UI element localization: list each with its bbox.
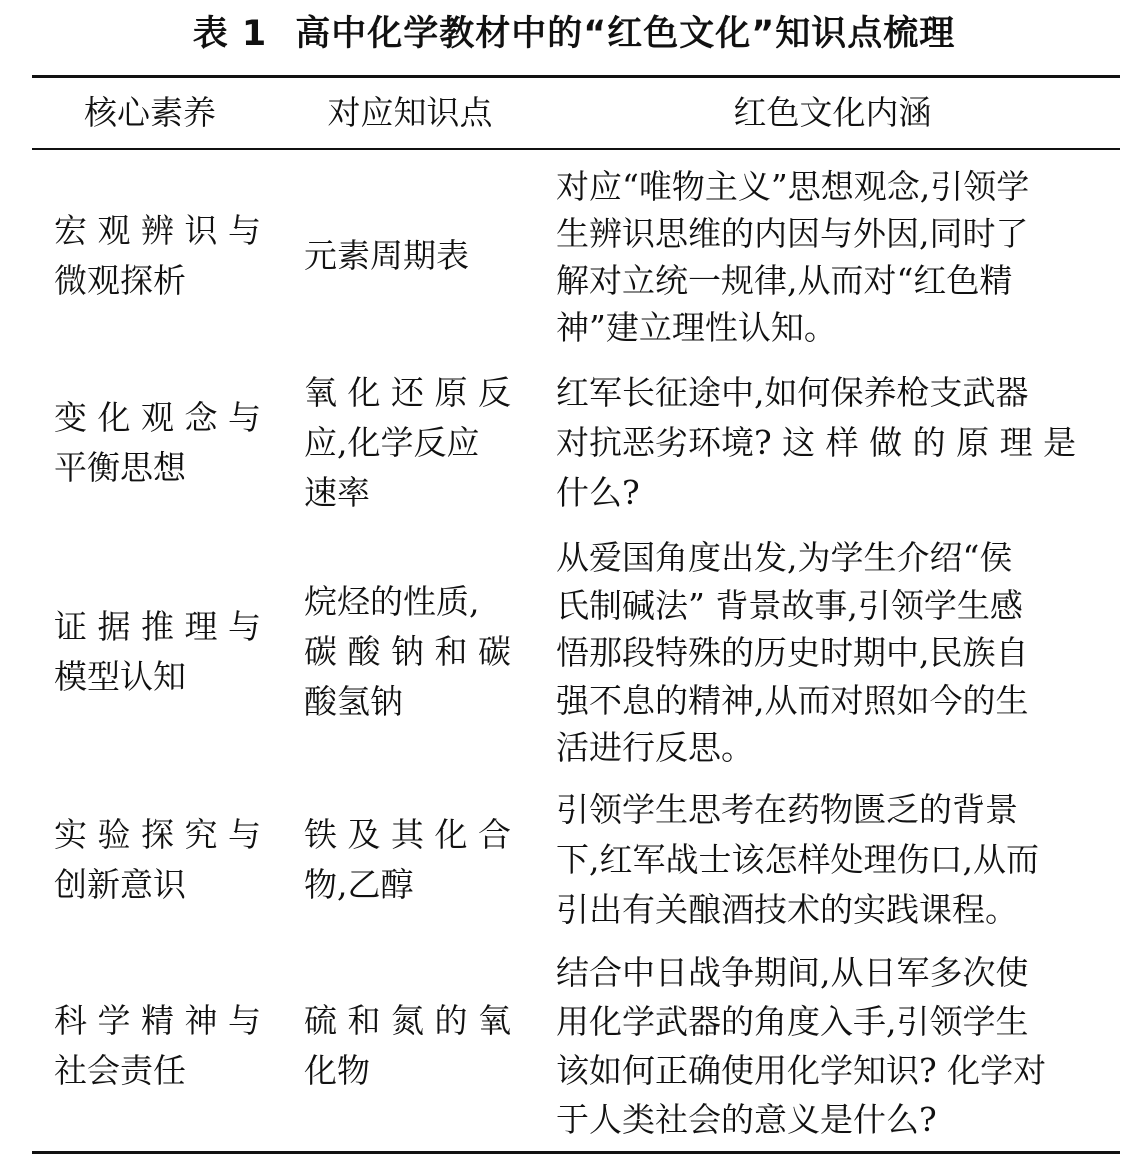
- cell-line: 对抗恶劣环境? 这 样 做 的 原 理 是: [556, 423, 1077, 462]
- core-literacy-cell: [54, 368, 269, 518]
- cell-line: 烷烃的性质,: [304, 582, 480, 621]
- red-culture-meaning-cell: [556, 785, 1104, 935]
- knowledge-point-cell: [304, 785, 524, 935]
- table-row: [0, 162, 1148, 350]
- cell-line: 平衡思想: [54, 448, 186, 487]
- knowledge-point-cell: [304, 368, 524, 518]
- red-culture-meaning-cell: [556, 162, 1104, 350]
- cell-line: 神”建立理性认知。: [556, 308, 837, 347]
- table-bottom-rule: [32, 1151, 1120, 1154]
- knowledge-point-cell: [304, 948, 524, 1144]
- core-literacy-cell: [54, 785, 269, 935]
- cell-line: 氏制碱法” 背景故事,引领学生感: [556, 585, 1023, 625]
- cell-line: 于人类社会的意义是什么?: [556, 1100, 937, 1139]
- header-knowledge-point: 对应知识点: [327, 93, 493, 132]
- cell-line: 红军长征途中,如何保养枪支武器: [556, 373, 1029, 412]
- cell-line: 证 据 推 理 与: [54, 607, 261, 646]
- cell-line: 解对立统一规律,从而对“红色精: [556, 261, 1013, 300]
- cell-line: 微观探析: [54, 261, 186, 300]
- cell-line: 氧 化 还 原 反: [304, 373, 511, 412]
- knowledge-point-cell: [304, 533, 524, 771]
- core-literacy-cell: [54, 162, 269, 350]
- red-culture-meaning-cell: [556, 368, 1104, 518]
- header-red-culture-meaning: 红色文化内涵: [733, 93, 932, 132]
- cell-line: 模型认知: [54, 657, 186, 696]
- cell-line: 铁 及 其 化 合: [304, 815, 511, 854]
- core-literacy-cell: [54, 948, 269, 1144]
- cell-line: 悟那段特殊的历史时期中,民族自: [556, 633, 1029, 673]
- red-culture-meaning-cell: [556, 533, 1104, 771]
- cell-line: 化物: [304, 1051, 370, 1090]
- core-literacy-cell: [54, 533, 269, 771]
- cell-line: 宏 观 辨 识 与: [54, 211, 261, 250]
- cell-line: 社会责任: [54, 1051, 186, 1090]
- cell-line: 强不息的精神,从而对照如今的生: [556, 680, 1029, 720]
- table-header-rule: [32, 148, 1120, 150]
- table-row: [0, 368, 1148, 518]
- cell-line: 碳 酸 钠 和 碳: [304, 632, 511, 671]
- cell-line: 该如何正确使用化学知识? 化学对: [556, 1051, 1047, 1090]
- red-culture-meaning-cell: [556, 948, 1104, 1144]
- knowledge-point-cell: [304, 162, 524, 350]
- cell-line: 应,化学反应: [304, 423, 480, 462]
- table-row: [0, 785, 1148, 935]
- table-row: [0, 948, 1148, 1144]
- header-core-literacy: 核心素养: [84, 93, 216, 132]
- cell-line: 创新意识: [54, 865, 186, 904]
- cell-line: 对应“唯物主义”思想观念,引领学: [556, 167, 1030, 206]
- cell-line: 什么?: [556, 473, 640, 512]
- cell-line: 硫 和 氮 的 氧: [304, 1001, 511, 1040]
- cell-line: 从爱国角度出发,为学生介绍“侯: [556, 538, 1013, 578]
- cell-line: 科 学 精 神 与: [54, 1001, 261, 1040]
- table-top-rule: [32, 75, 1120, 78]
- cell-line: 引出有关酿酒技术的实践课程。: [556, 890, 1018, 929]
- table-caption-number: 表 1: [192, 14, 268, 54]
- table-row: [0, 533, 1148, 771]
- cell-line: 结合中日战争期间,从日军多次使: [556, 953, 1029, 992]
- cell-line: 变 化 观 念 与: [54, 398, 261, 437]
- cell-line: 酸氢钠: [304, 682, 403, 721]
- table-caption: [0, 6, 1148, 62]
- table-caption-text: 高中化学教材中的“红色文化”知识点梳理: [295, 14, 956, 54]
- cell-line: 物,乙醇: [304, 865, 414, 904]
- cell-line: 速率: [304, 473, 370, 512]
- cell-line: 用化学武器的角度入手,引领学生: [556, 1002, 1029, 1041]
- cell-line: 活进行反思。: [556, 728, 754, 768]
- cell-line: 元素周期表: [304, 236, 469, 275]
- cell-line: 下,红军战士该怎样处理伤口,从而: [556, 840, 1039, 879]
- cell-line: 实 验 探 究 与: [54, 815, 261, 854]
- cell-line: 生辨识思维的内因与外因,同时了: [556, 214, 1029, 253]
- cell-line: 引领学生思考在药物匮乏的背景: [556, 790, 1018, 829]
